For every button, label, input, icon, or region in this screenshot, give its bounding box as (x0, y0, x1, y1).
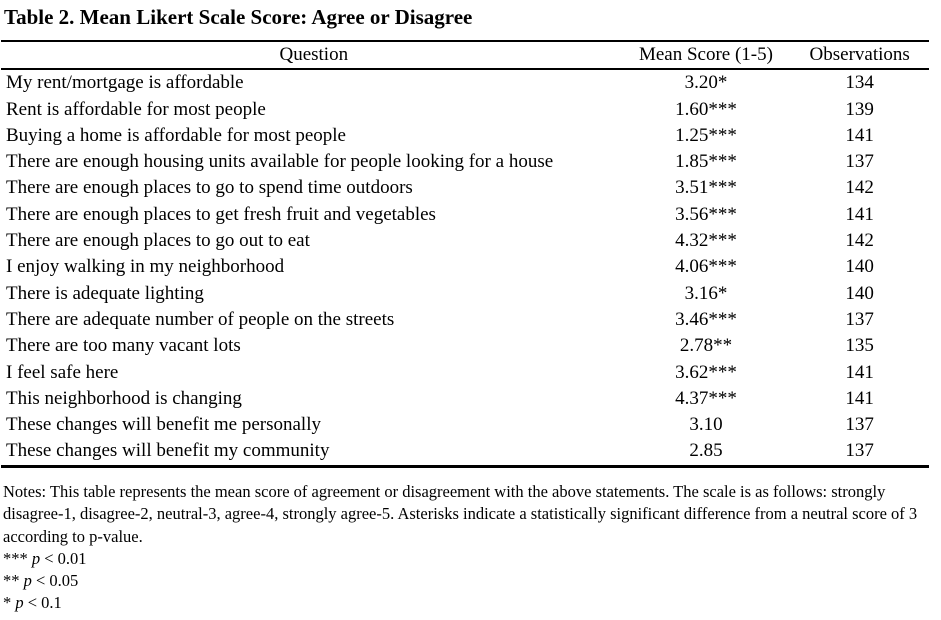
question-cell: Buying a home is affordable for most people (6, 124, 346, 146)
observations-cell: 135 (845, 335, 874, 357)
question-cell: There are enough places to get fresh fruit and vegetables (6, 203, 436, 225)
mean-score-cell: 1.25*** (675, 124, 737, 146)
table-row (1, 228, 929, 254)
question-cell: There is adequate lighting (6, 282, 204, 304)
observations-cell: 140 (845, 256, 874, 278)
mean-score-cell: 3.56*** (675, 203, 737, 225)
significance-line (3, 592, 928, 614)
observations-cell: 134 (845, 72, 874, 94)
question-cell: There are adequate number of people on the streets (6, 308, 395, 330)
likert-score-table (1, 40, 929, 468)
column-header-mean-score: Mean Score (1-5) (638, 44, 773, 65)
table-row (1, 438, 929, 466)
question-cell: These changes will benefit me personally (6, 414, 321, 436)
observations-cell: 139 (845, 98, 874, 120)
table-row (1, 412, 929, 438)
table-row (1, 123, 929, 149)
p-value-symbol: p (31, 548, 41, 568)
table-row (1, 360, 929, 386)
question-cell: I enjoy walking in my neighborhood (6, 256, 285, 278)
significance-stars: * (3, 593, 12, 613)
mean-score-cell: 3.51*** (675, 177, 737, 199)
mean-score-cell: 3.16* (684, 282, 728, 304)
question-cell: These changes will benefit my community (6, 440, 330, 462)
significance-legend (3, 548, 928, 615)
mean-score-cell: 3.10 (689, 414, 723, 436)
observations-cell: 141 (845, 361, 874, 383)
table-row (1, 97, 929, 123)
mean-score-cell: 2.78** (679, 335, 733, 357)
table-row (1, 281, 929, 307)
question-cell: Rent is affordable for most people (6, 98, 266, 120)
table-row (1, 175, 929, 201)
column-header-observations: Observations (809, 44, 910, 65)
significance-stars: ** (3, 571, 20, 591)
table-header-row (1, 41, 929, 69)
observations-cell: 137 (845, 151, 874, 173)
table-row (1, 69, 929, 96)
significance-line (3, 570, 928, 592)
table-row (1, 333, 929, 359)
table-row (1, 149, 929, 175)
table-row (1, 386, 929, 412)
mean-score-cell: 3.20* (684, 72, 728, 94)
table-row (1, 307, 929, 333)
significance-line (3, 548, 928, 570)
question-cell: My rent/mortgage is affordable (6, 72, 244, 94)
question-cell: There are enough places to go out to eat (6, 230, 310, 252)
table-notes (3, 481, 928, 615)
table-row (1, 254, 929, 280)
significance-threshold: < 0.05 (31, 571, 79, 591)
question-cell: I feel safe here (6, 361, 119, 383)
mean-score-cell: 3.62*** (675, 361, 737, 383)
table-body (1, 69, 929, 466)
question-cell: There are enough places to go to spend time outdoors (6, 177, 413, 199)
question-cell: There are enough housing units available for people looking for a house (6, 151, 554, 173)
mean-score-cell: 4.06*** (675, 256, 737, 278)
observations-cell: 141 (845, 203, 874, 225)
question-cell: There are too many vacant lots (6, 335, 241, 357)
table-row (1, 202, 929, 228)
mean-score-cell: 3.46*** (675, 308, 737, 330)
significance-threshold: < 0.01 (40, 548, 87, 568)
table-title: Table 2. Mean Likert Scale Score: Agree or Disagree (4, 5, 473, 29)
observations-cell: 142 (845, 177, 874, 199)
p-value-symbol: p (23, 571, 32, 591)
mean-score-cell: 4.32*** (675, 230, 737, 252)
mean-score-cell: 4.37*** (675, 387, 737, 409)
observations-cell: 141 (845, 124, 874, 146)
notes-text: Notes: This table represents the mean score of agreement or disagreement with the above statements. The scale is as follows: strongly disagree-1, disagree-2, neutral-3, agree-4, strongly agree-5. Asterisks indicate a statistically significant difference from a neutral score of 3 according to p-value. (3, 482, 918, 546)
column-header-question: Question (279, 44, 349, 65)
significance-stars: *** (3, 548, 28, 568)
observations-cell: 137 (845, 414, 874, 436)
significance-threshold: < 0.1 (23, 593, 62, 613)
observations-cell: 141 (845, 387, 874, 409)
observations-cell: 142 (845, 230, 874, 252)
mean-score-cell: 1.85*** (675, 151, 737, 173)
observations-cell: 140 (845, 282, 874, 304)
mean-score-cell: 2.85 (689, 440, 723, 462)
observations-cell: 137 (845, 308, 874, 330)
p-value-symbol: p (15, 593, 24, 613)
observations-cell: 137 (845, 440, 874, 462)
mean-score-cell: 1.60*** (675, 98, 737, 120)
question-cell: This neighborhood is changing (6, 387, 242, 409)
